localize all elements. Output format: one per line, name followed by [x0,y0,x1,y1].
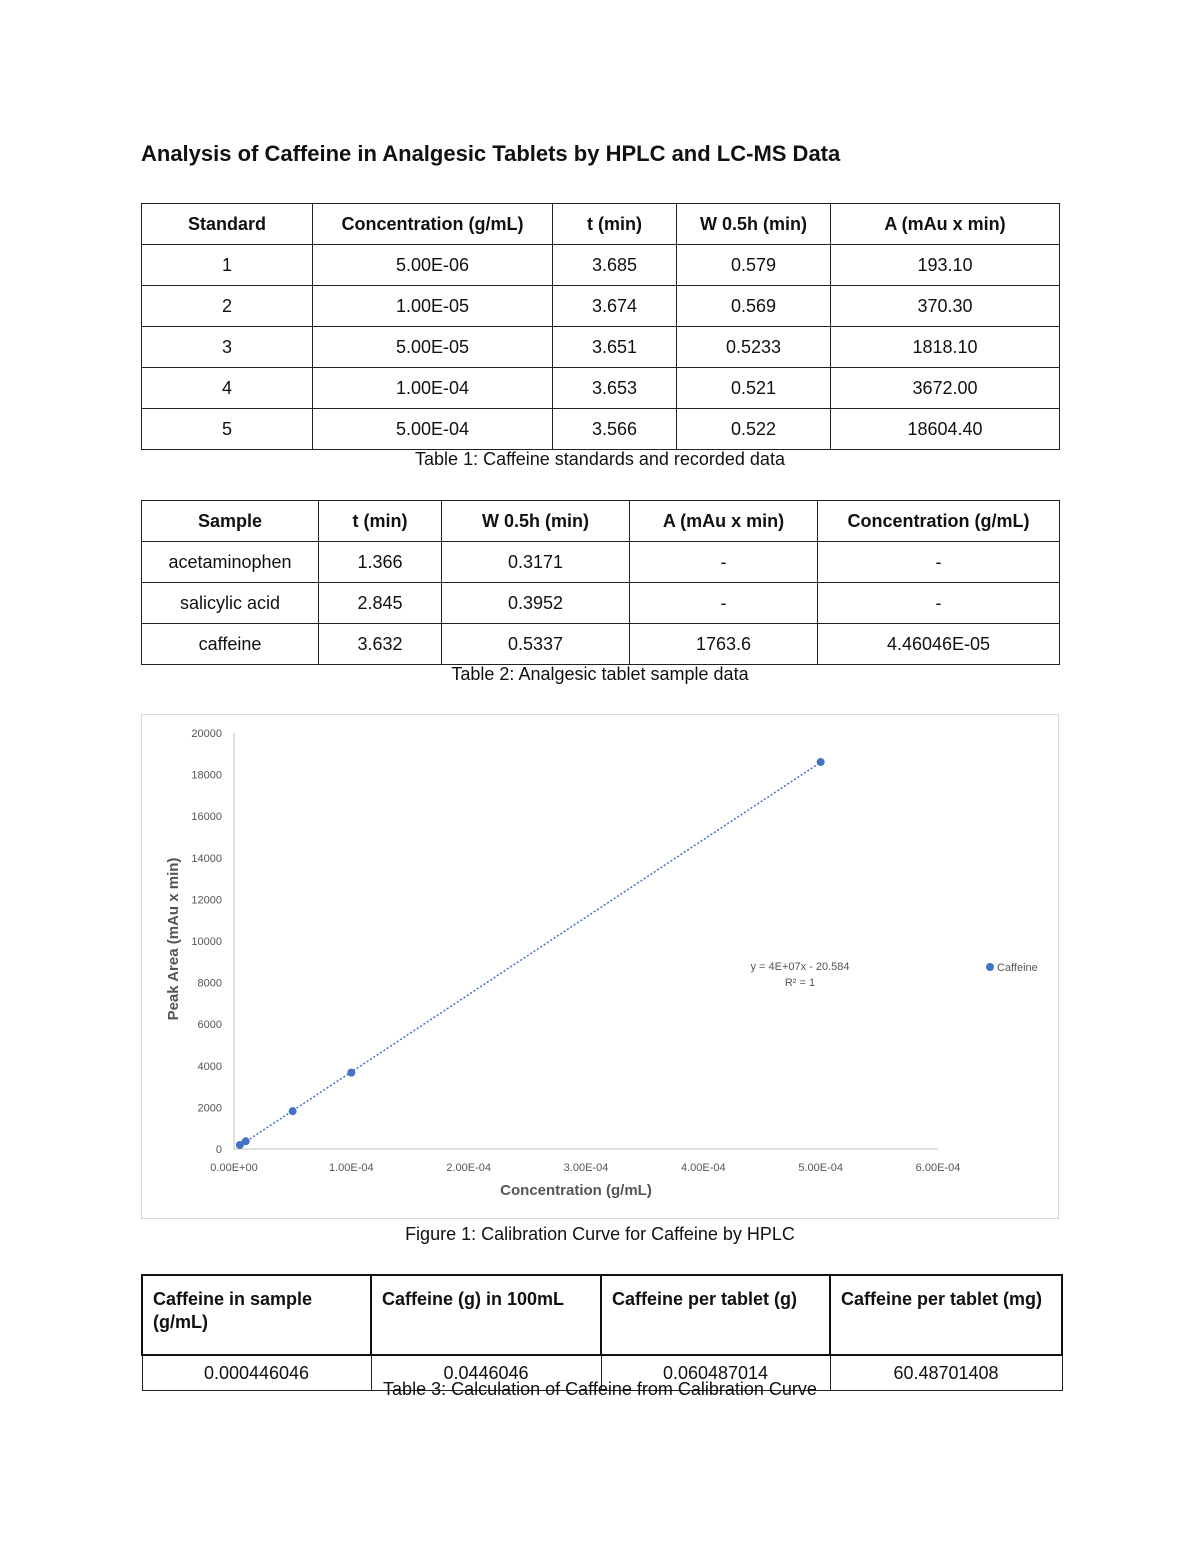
x-tick-label: 1.00E-04 [329,1162,374,1174]
trendline [240,762,821,1145]
document-title: Analysis of Caffeine in Analgesic Tablets by HPLC and LC-MS Data [141,141,841,166]
table-header-row [142,204,1060,245]
trendline-equation: y = 4E+07x - 20.584 [750,961,850,973]
x-axis-label: Concentration (g/mL) [500,1182,652,1199]
y-tick-label: 12000 [191,894,222,907]
table-header-row [142,501,1060,542]
x-tick-label: 3.00E-04 [563,1162,609,1174]
table-cell: caffeine [142,624,319,665]
table-cell: 4.46046E-05 [818,624,1060,665]
column-header: Caffeine per tablet (mg) [830,1275,1062,1355]
table-cell: 5.00E-04 [313,409,553,450]
table-cell: 5.00E-06 [313,245,553,286]
column-header: W 0.5h (min) [442,501,630,542]
table-cell: 5 [142,409,313,450]
table-cell: 0.579 [677,245,831,286]
column-header: Sample [142,501,319,542]
y-tick-label: 6000 [197,1019,222,1032]
table-caption: Table 1: Caffeine standards and recorded data [415,449,785,469]
table-row [142,542,1060,583]
table-cell: 3.632 [319,624,442,665]
column-header: Concentration (g/mL) [313,204,553,245]
table-cell: 0.521 [677,368,831,409]
data-point [289,1107,297,1115]
column-header: t (min) [553,204,677,245]
table-cell: 0.060487014 [601,1355,830,1391]
y-axis-label: Peak Area (mAu x min) [165,857,182,1021]
column-header: A (mAu x min) [630,501,818,542]
column-header: Standard [142,204,313,245]
table-cell: 0.5337 [442,624,630,665]
figure-caption: Figure 1: Calibration Curve for Caffeine by HPLC [405,1224,795,1244]
table-cell: - [818,583,1060,624]
table-cell: 370.30 [831,286,1060,327]
table-cell: 0.000446046 [142,1355,371,1391]
table-cell: 18604.40 [831,409,1060,450]
table-cell: 0.522 [677,409,831,450]
table-cell: 0.5233 [677,327,831,368]
table-cell: 0.3952 [442,583,630,624]
table-cell: - [630,542,818,583]
table-cell: 2 [142,286,313,327]
table-cell: 1.366 [319,542,442,583]
x-tick-label: 5.00E-04 [798,1162,843,1174]
chart-canvas [142,715,1058,1218]
column-header: A (mAu x min) [831,204,1060,245]
data-point [242,1137,250,1145]
y-tick-label: 0 [215,1144,222,1156]
table-cell: 0.3171 [442,542,630,583]
table-row [142,245,1060,286]
x-tick-label: 0.00E+00 [210,1162,258,1174]
table-header-row [142,1275,1062,1355]
table-cell: 1.00E-05 [313,286,553,327]
column-header: Concentration (g/mL) [818,501,1060,542]
standards-table [141,203,1060,450]
column-header: Caffeine per tablet (g) [601,1275,830,1355]
table-caption: Table 2: Analgesic tablet sample data [451,664,749,684]
calibration-chart [141,714,1059,1219]
table-row [142,327,1060,368]
column-header: t (min) [319,501,442,542]
y-tick-label: 8000 [197,977,222,990]
table-cell: 2.845 [319,583,442,624]
legend-marker [986,963,994,971]
table-cell: 1818.10 [831,327,1060,368]
table-cell: 193.10 [831,245,1060,286]
y-tick-label: 16000 [191,811,222,824]
y-tick-label: 10000 [191,936,222,948]
table-caption: Table 3: Calculation of Caffeine from Calibration Curve [383,1379,817,1399]
y-tick-label: 20000 [191,728,222,740]
table-cell: 0.569 [677,286,831,327]
table-cell: 3.685 [553,245,677,286]
table-cell: 1 [142,245,313,286]
table-cell: 3.651 [553,327,677,368]
table-cell: 3.653 [553,368,677,409]
r-squared-label: R² = 1 [784,977,816,989]
calculation-table [141,1274,1063,1391]
y-tick-labels [191,728,222,1156]
table-row [142,583,1060,624]
legend-label: Caffeine [997,962,1038,974]
table-row [142,368,1060,409]
sample-table [141,500,1060,665]
table-cell: 3672.00 [831,368,1060,409]
x-tick-label: 4.00E-04 [681,1162,726,1174]
y-tick-label: 14000 [191,852,222,865]
table-cell: 5.00E-05 [313,327,553,368]
table-cell: - [818,542,1060,583]
table-row [142,624,1060,665]
column-header: W 0.5h (min) [677,204,831,245]
table-cell: 60.48701408 [830,1355,1062,1391]
table-cell: 3.566 [553,409,677,450]
y-tick-label: 4000 [197,1060,222,1073]
table-cell: 0.0446046 [371,1355,601,1391]
table-row [142,286,1060,327]
y-tick-label: 18000 [191,769,222,782]
column-header: Caffeine in sample (g/mL) [142,1275,371,1355]
table-cell: 3 [142,327,313,368]
x-tick-label: 2.00E-04 [446,1162,491,1174]
data-point [347,1069,355,1077]
data-point [817,758,825,766]
column-header: Caffeine (g) in 100mL [371,1275,601,1355]
table-cell: 3.674 [553,286,677,327]
x-tick-labels [210,1162,960,1174]
table-cell: salicylic acid [142,583,319,624]
table-cell: 1.00E-04 [313,368,553,409]
table-row [142,409,1060,450]
table-cell: - [630,583,818,624]
y-tick-label: 2000 [197,1102,222,1115]
x-tick-label: 6.00E-04 [915,1162,961,1174]
table-cell: 4 [142,368,313,409]
table-cell: 1763.6 [630,624,818,665]
table-cell: acetaminophen [142,542,319,583]
